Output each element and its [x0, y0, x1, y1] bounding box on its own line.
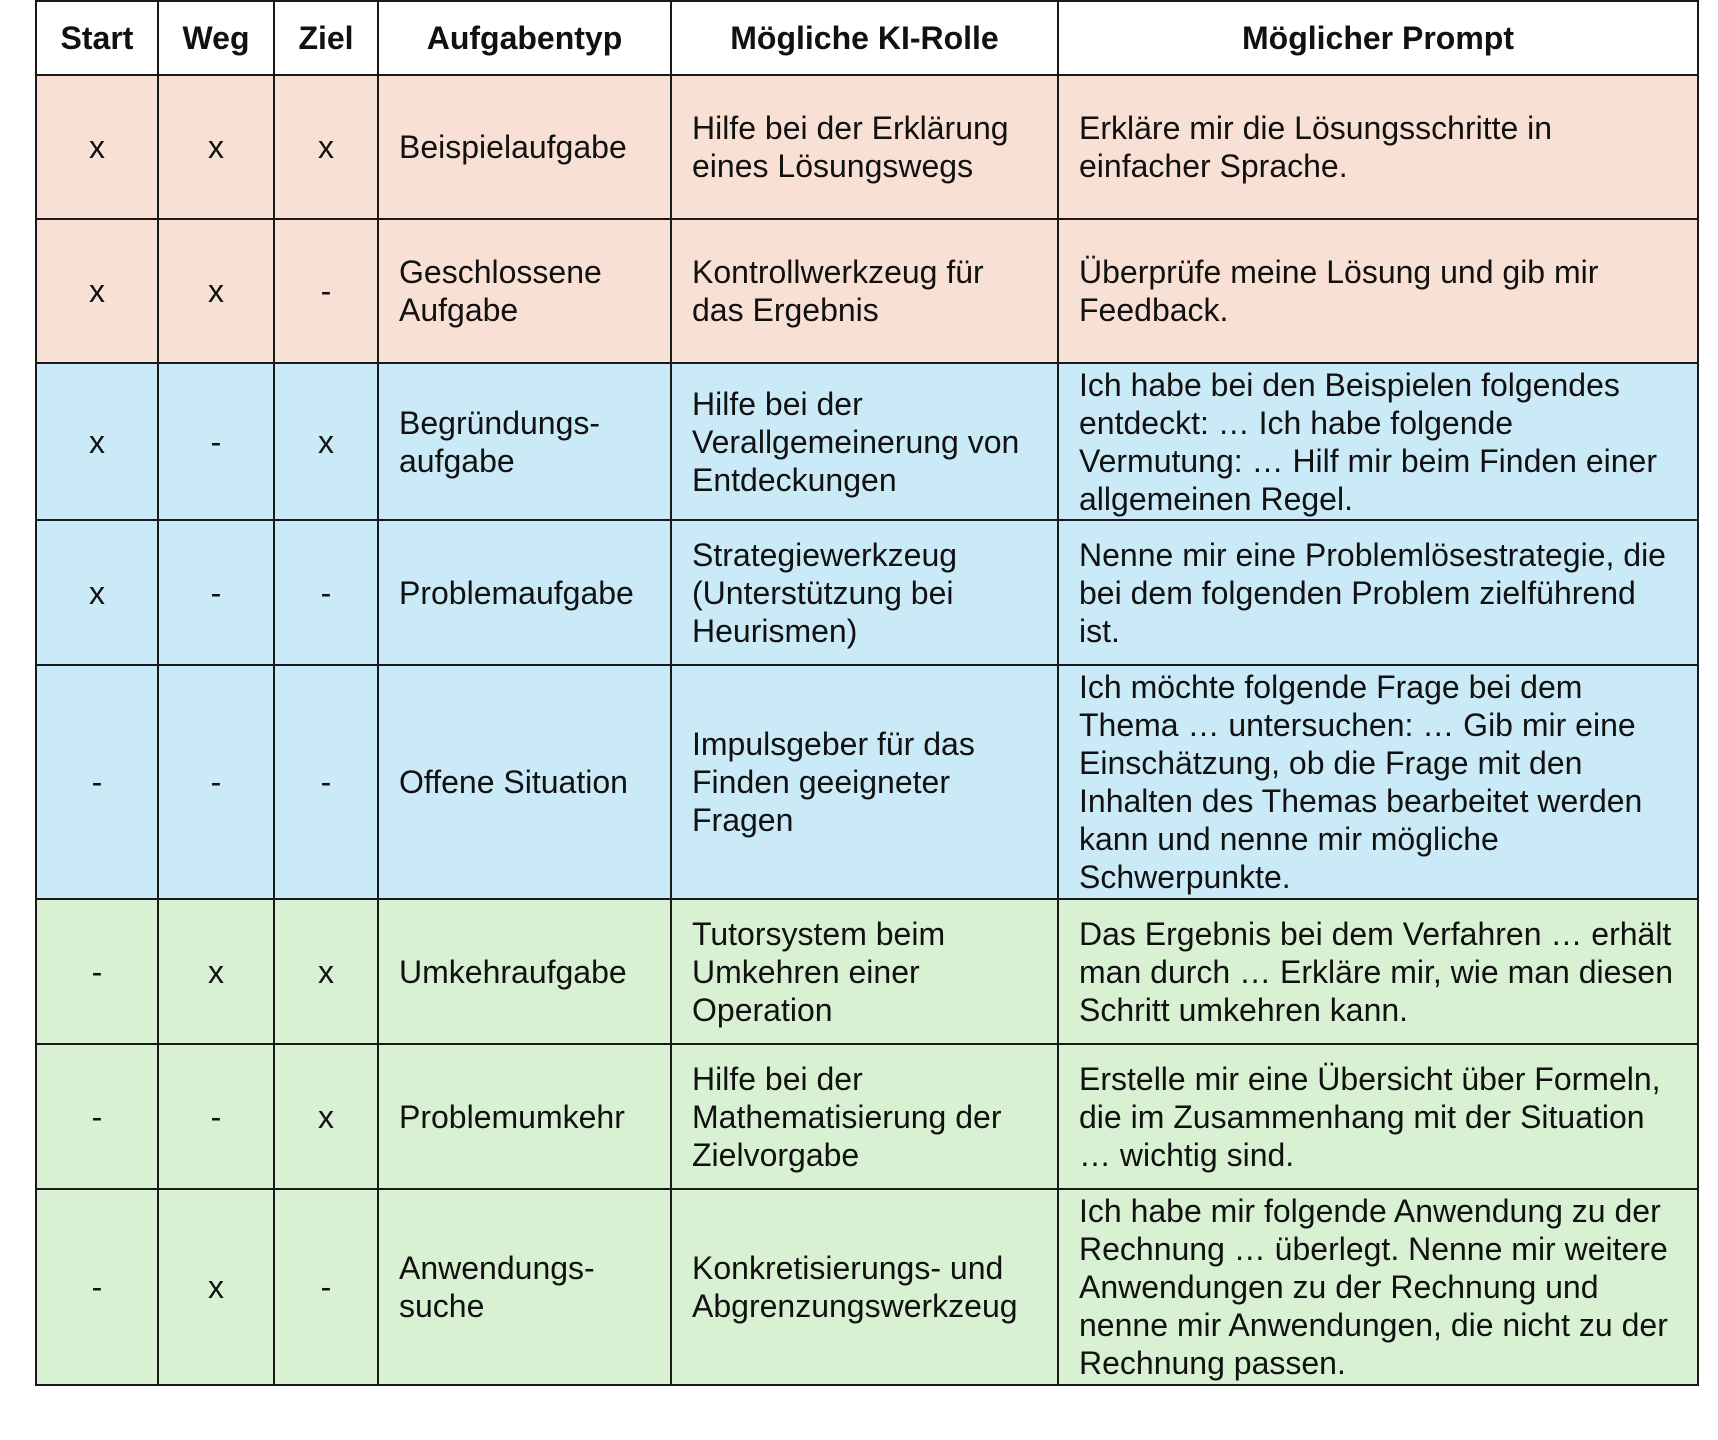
- aufgabentyp-cell: Problemumkehr: [378, 1044, 671, 1189]
- aufgabentyp-cell: Anwendungs-suche: [378, 1189, 671, 1385]
- ziel-mark: -: [274, 665, 378, 899]
- table-row: [36, 520, 1698, 665]
- weg-mark: -: [158, 1044, 274, 1189]
- header-start: Start: [36, 1, 158, 75]
- table-row: [36, 363, 1698, 520]
- start-mark: x: [36, 75, 158, 219]
- weg-mark: -: [158, 665, 274, 899]
- header-ki-rolle: Mögliche KI-Rolle: [671, 1, 1058, 75]
- weg-mark: -: [158, 520, 274, 665]
- header-weg: Weg: [158, 1, 274, 75]
- ziel-mark: x: [274, 1044, 378, 1189]
- table-row: [36, 1189, 1698, 1385]
- ziel-mark: x: [274, 75, 378, 219]
- ki-rolle-cell: Tutorsystem beim Umkehren einer Operation: [671, 899, 1058, 1044]
- table-row: [36, 1044, 1698, 1189]
- ki-rolle-cell: Hilfe bei der Verallgemeinerung von Entdeckungen: [671, 363, 1058, 520]
- ki-rolle-cell: Konkretisierungs- und Abgrenzungswerkzeug: [671, 1189, 1058, 1385]
- prompt-cell: Ich habe mir folgende Anwendung zu der Rechnung … überlegt. Nenne mir weitere Anwendungen zu der Rechnung und nenne mir Anwendungen, die nicht zu der Rechnung passen.: [1058, 1189, 1698, 1385]
- ki-rolle-cell: Hilfe bei der Erklärung eines Lösungswegs: [671, 75, 1058, 219]
- start-mark: -: [36, 665, 158, 899]
- start-mark: -: [36, 899, 158, 1044]
- prompt-cell: Ich möchte folgende Frage bei dem Thema … untersuchen: … Gib mir eine Einschätzung, ob die Frage mit den Inhalten des Themas bearbeitet werden kann und nenne mir mögliche Schwerpunkte.: [1058, 665, 1698, 899]
- table-row: [36, 665, 1698, 899]
- table-row: [36, 75, 1698, 219]
- ziel-mark: -: [274, 219, 378, 363]
- aufgabentyp-cell: Begründungs-aufgabe: [378, 363, 671, 520]
- header-row: [36, 1, 1698, 75]
- start-mark: x: [36, 520, 158, 665]
- ziel-mark: -: [274, 1189, 378, 1385]
- header-prompt: Möglicher Prompt: [1058, 1, 1698, 75]
- start-mark: -: [36, 1189, 158, 1385]
- aufgabentyp-cell: Beispielaufgabe: [378, 75, 671, 219]
- ki-rolle-cell: Strategiewerkzeug (Unterstützung bei Heurismen): [671, 520, 1058, 665]
- ki-rolle-cell: Hilfe bei der Mathematisierung der Zielvorgabe: [671, 1044, 1058, 1189]
- table-row: [36, 899, 1698, 1044]
- prompt-cell: Erkläre mir die Lösungsschritte in einfacher Sprache.: [1058, 75, 1698, 219]
- prompt-cell: Nenne mir eine Problemlösestrategie, die bei dem folgenden Problem zielführend ist.: [1058, 520, 1698, 665]
- start-mark: x: [36, 219, 158, 363]
- header-aufgabentyp: Aufgabentyp: [378, 1, 671, 75]
- aufgabentyp-cell: Offene Situation: [378, 665, 671, 899]
- ki-rolle-cell: Impulsgeber für das Finden geeigneter Fragen: [671, 665, 1058, 899]
- prompt-cell: Ich habe bei den Beispielen folgendes entdeckt: … Ich habe folgende Vermutung: … Hilf mir beim Finden einer allgemeinen Regel.: [1058, 363, 1698, 520]
- table-row: [36, 219, 1698, 363]
- task-type-table: [35, 0, 1699, 1386]
- weg-mark: x: [158, 1189, 274, 1385]
- aufgabentyp-cell: Umkehraufgabe: [378, 899, 671, 1044]
- prompt-cell: Das Ergebnis bei dem Verfahren … erhält man durch … Erkläre mir, wie man diesen Schritt umkehren kann.: [1058, 899, 1698, 1044]
- weg-mark: -: [158, 363, 274, 520]
- ziel-mark: x: [274, 899, 378, 1044]
- aufgabentyp-cell: Geschlossene Aufgabe: [378, 219, 671, 363]
- weg-mark: x: [158, 75, 274, 219]
- ziel-mark: -: [274, 520, 378, 665]
- aufgabentyp-cell: Problemaufgabe: [378, 520, 671, 665]
- ziel-mark: x: [274, 363, 378, 520]
- prompt-cell: Erstelle mir eine Übersicht über Formeln, die im Zusammenhang mit der Situation … wichtig sind.: [1058, 1044, 1698, 1189]
- start-mark: -: [36, 1044, 158, 1189]
- weg-mark: x: [158, 899, 274, 1044]
- prompt-cell: Überprüfe meine Lösung und gib mir Feedback.: [1058, 219, 1698, 363]
- weg-mark: x: [158, 219, 274, 363]
- header-ziel: Ziel: [274, 1, 378, 75]
- ki-rolle-cell: Kontrollwerkzeug für das Ergebnis: [671, 219, 1058, 363]
- start-mark: x: [36, 363, 158, 520]
